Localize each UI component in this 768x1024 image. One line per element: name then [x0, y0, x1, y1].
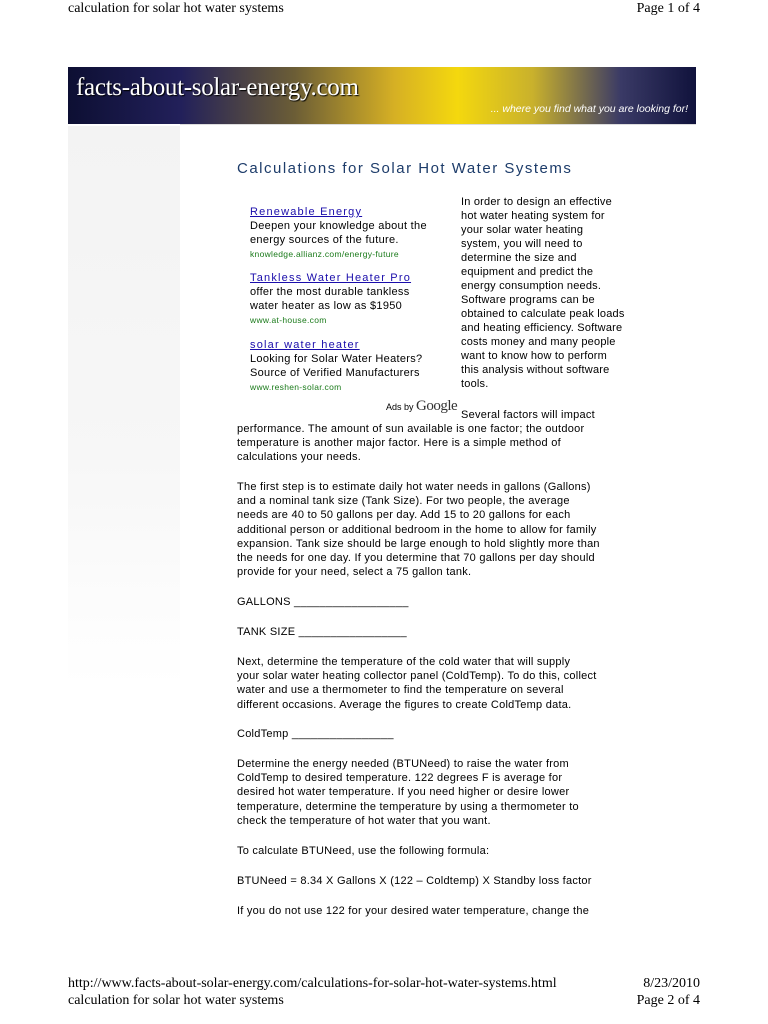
- ad-description: Deepen your knowledge about the: [250, 220, 427, 232]
- ad-item[interactable]: [250, 205, 455, 261]
- paragraph-line: needs are 40 to 50 gallons per day. Add 15 to 20 gallons for each: [237, 509, 571, 522]
- factors-paragraph: [237, 422, 667, 465]
- site-name[interactable]: facts-about-solar-energy.com: [76, 74, 359, 101]
- intro-line: your solar water heating: [461, 224, 584, 236]
- intro-paragraph: [461, 195, 661, 391]
- left-sidebar: [68, 126, 180, 686]
- ad-description: Source of Verified Manufacturers: [250, 367, 420, 379]
- intro-line: obtained to calculate peak loads: [461, 308, 625, 320]
- print-footer-url: http://www.facts-about-solar-energy.com/calculations-for-solar-hot-water-systems.html: [68, 976, 557, 991]
- paragraph-line: Determine the energy needed (BTUNeed) to raise the water from: [237, 758, 569, 770]
- intro-line: determine the size and: [461, 252, 577, 264]
- paragraph-line: ColdTemp to desired temperature. 122 degrees F is average for: [237, 772, 563, 785]
- paragraph-line: temperature, determine the temperature by using a thermometer to: [237, 800, 579, 813]
- ad-description: water heater as low as $1950: [250, 300, 403, 312]
- ad-url[interactable]: www.at-house.com: [250, 315, 327, 325]
- print-header-title: calculation for solar hot water systems: [68, 1, 284, 16]
- paragraph-line: different occasions. Average the figures to create ColdTemp data.: [237, 698, 572, 711]
- paragraph-line: desired hot water temperature. If you need higher or desire lower: [237, 786, 570, 799]
- tank-size-blank: TANK SIZE _________________: [237, 626, 407, 638]
- intro-line: equipment and predict the: [461, 266, 594, 278]
- paragraph-line: and a nominal tank size (Tank Size). For two people, the average: [237, 495, 570, 508]
- formula-intro: To calculate BTUNeed, use the following formula:: [237, 845, 490, 857]
- paragraph-line: temperature is another major factor. Here is a simple method of: [237, 437, 561, 450]
- google-logo: Google: [416, 398, 458, 414]
- page-title: Calculations for Solar Hot Water Systems: [237, 160, 573, 177]
- ad-title-link[interactable]: Tankless Water Heater Pro: [250, 272, 412, 284]
- paragraph-line: water and use a thermometer to find the temperature on several: [237, 684, 564, 697]
- intro-line: this analysis without software: [461, 364, 610, 376]
- paragraph-line: the needs for one day. If you determine that 70 gallons per day should: [237, 552, 595, 565]
- paragraph-line: The first step is to estimate daily hot water needs in gallons (Gallons): [237, 481, 591, 493]
- ad-url[interactable]: knowledge.allianz.com/energy-future: [250, 249, 399, 259]
- paragraph-line: calculations your needs.: [237, 451, 362, 464]
- intro-line: costs money and many people: [461, 336, 616, 348]
- header-divider: [180, 124, 696, 125]
- paragraph-line: check the temperature of hot water that you want.: [237, 814, 491, 827]
- continuation-first-line: Several factors will impact: [461, 409, 595, 421]
- intro-line: hot water heating system for: [461, 210, 605, 222]
- ads-by-label: Ads by: [386, 402, 414, 412]
- paragraph-line: additional person or additional bedroom in the home to allow for family: [237, 523, 597, 536]
- paragraph-line: expansion. Tank size should be large enough to hold slightly more than: [237, 537, 600, 550]
- intro-line: tools.: [461, 378, 489, 390]
- paragraph-line: performance. The amount of sun available is one factor; the outdoor: [237, 423, 585, 435]
- intro-line: and heating efficiency. Software: [461, 322, 623, 334]
- print-footer-page: Page 2 of 4: [636, 993, 700, 1008]
- intro-line: want to know how to perform: [461, 350, 608, 362]
- site-banner[interactable]: [68, 67, 696, 124]
- ad-description: Looking for Solar Water Heaters?: [250, 353, 423, 365]
- temperature-note: If you do not use 122 for your desired water temperature, change the: [237, 905, 590, 917]
- coldtemp-blank: ColdTemp ________________: [237, 728, 394, 740]
- print-footer-date: 8/23/2010: [643, 976, 700, 991]
- coldtemp-paragraph: [237, 655, 667, 712]
- ad-title-link[interactable]: solar water heater: [250, 339, 360, 351]
- btuneed-formula: BTUNeed = 8.34 X Gallons X (122 – Coldtemp) X Standby loss factor: [237, 875, 592, 887]
- ads-by-google[interactable]: [386, 398, 457, 415]
- intro-line: energy consumption needs.: [461, 280, 602, 292]
- paragraph-line: Next, determine the temperature of the cold water that will supply: [237, 656, 571, 668]
- paragraph-line: provide for your need, select a 75 gallon tank.: [237, 566, 472, 579]
- intro-line: Software programs can be: [461, 294, 595, 306]
- site-tagline: ... where you find what you are looking for!: [490, 103, 688, 115]
- print-footer-title: calculation for solar hot water systems: [68, 993, 284, 1008]
- intro-line: system, you will need to: [461, 238, 583, 250]
- ad-item[interactable]: [250, 338, 455, 394]
- btuneed-paragraph: [237, 757, 667, 828]
- ad-item[interactable]: [250, 271, 455, 327]
- intro-line: In order to design an effective: [461, 196, 612, 208]
- ad-description: offer the most durable tankless: [250, 286, 410, 298]
- ad-title-link[interactable]: Renewable Energy: [250, 206, 363, 218]
- print-header-page: Page 1 of 4: [636, 1, 700, 16]
- ad-url[interactable]: www.reshen-solar.com: [250, 382, 342, 392]
- gallons-blank: GALLONS __________________: [237, 596, 409, 608]
- ad-description: energy sources of the future.: [250, 234, 399, 246]
- gallons-paragraph: [237, 480, 667, 579]
- paragraph-line: your solar water heating collector panel (ColdTemp). To do this, collect: [237, 670, 597, 683]
